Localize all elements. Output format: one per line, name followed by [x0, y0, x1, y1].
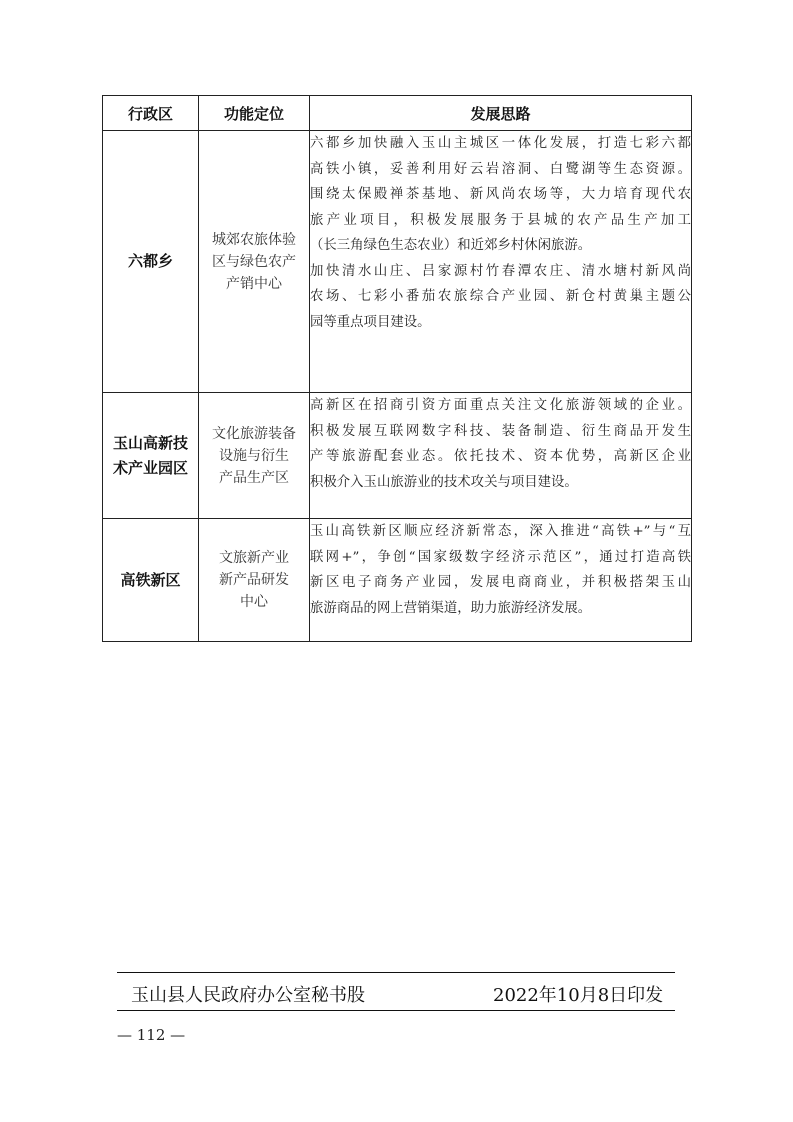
ideas-text: 旅游商品的网上营销渠道，助力旅游经济发展。 [310, 600, 592, 616]
header-function: 功能定位 [199, 96, 310, 131]
table-row [103, 393, 692, 519]
ideas-text: 农场、七彩小番茄农旅综合产业园、新仓村黄巢主题公 [310, 289, 691, 304]
district-name: 六都乡 [127, 252, 173, 270]
ideas-text: 联网+”，争创“国家级数字经济示范区”，通过打造高铁 [310, 549, 691, 565]
function-text: 产品生产区 [219, 469, 289, 486]
district-name: 术产业园区 [112, 458, 188, 477]
footer-issuer: 玉山县人民政府办公室秘书股 [131, 985, 365, 1006]
footer-divider-top [117, 972, 675, 973]
function-text: 设施与衍生 [219, 447, 289, 464]
ideas-text: 积极发展互联网数字科技、装备制造、衍生商品开发生 [310, 423, 691, 439]
district-name: 玉山高新技 [112, 433, 188, 452]
function-cell [199, 393, 310, 519]
function-text: 文化旅游装备 [212, 425, 296, 442]
function-text: 中心 [240, 594, 268, 610]
ideas-text: 旅产业项目，积极发展服务于县城的农产品生产加工 [310, 212, 691, 228]
table-row [103, 131, 692, 393]
function-text: 文旅新产业 [219, 550, 289, 566]
ideas-text: 园等重点项目建设。 [310, 314, 431, 330]
ideas-cell [310, 131, 692, 393]
ideas-cell [310, 393, 692, 519]
ideas-text: 玉山高铁新区顺应经济新常态，深入推进“高铁+”与“互 [310, 524, 691, 539]
district-cell [103, 519, 199, 642]
ideas-text: 六都乡加快融入玉山主城区一体化发展，打造七彩六都 [310, 136, 691, 151]
ideas-text: 高新区在招商引资方面重点关注文化旅游领域的企业。 [310, 398, 691, 413]
ideas-text: 新区电子商务产业园，发展电商商业，并积极搭架玉山 [310, 575, 691, 590]
district-cell [103, 131, 199, 393]
function-cell [199, 519, 310, 642]
ideas-text: 加快清水山庄、吕家源村竹春潭农庄、清水塘村新风尚 [310, 263, 691, 279]
ideas-text: 产等旅游配套业态。依托技术、资本优势，高新区企业 [310, 449, 691, 464]
header-ideas: 发展思路 [310, 96, 692, 131]
district-cell [103, 393, 199, 519]
function-text: 产销中心 [226, 275, 282, 292]
ideas-text: 积极介入玉山旅游业的技术攻关与项目建设。 [310, 474, 578, 490]
footer-divider-bottom [117, 1010, 675, 1011]
district-name: 高铁新区 [120, 570, 181, 589]
ideas-text: 围绕太保殿禅茶基地、新风尚农场等，大力培育现代农 [310, 187, 691, 202]
ideas-text: （长三角绿色生态农业）和近郊乡村休闲旅游。 [310, 238, 592, 253]
function-text: 城郊农旅体验 [212, 231, 296, 248]
ideas-cell [310, 519, 692, 642]
development-table [102, 95, 692, 642]
function-text: 区与绿色农产 [212, 253, 296, 270]
page-number: — 112 — [117, 1026, 186, 1044]
function-text: 新产品研发 [219, 572, 289, 588]
table-row [103, 519, 692, 642]
ideas-text: 高铁小镇，妥善利用好云岩溶洞、白鹭湖等生态资源。 [310, 161, 691, 177]
footer-issue-date: 2022年10月8日印发 [493, 985, 664, 1006]
table-header-row [103, 96, 692, 131]
function-cell [199, 131, 310, 393]
header-district: 行政区 [103, 96, 199, 131]
